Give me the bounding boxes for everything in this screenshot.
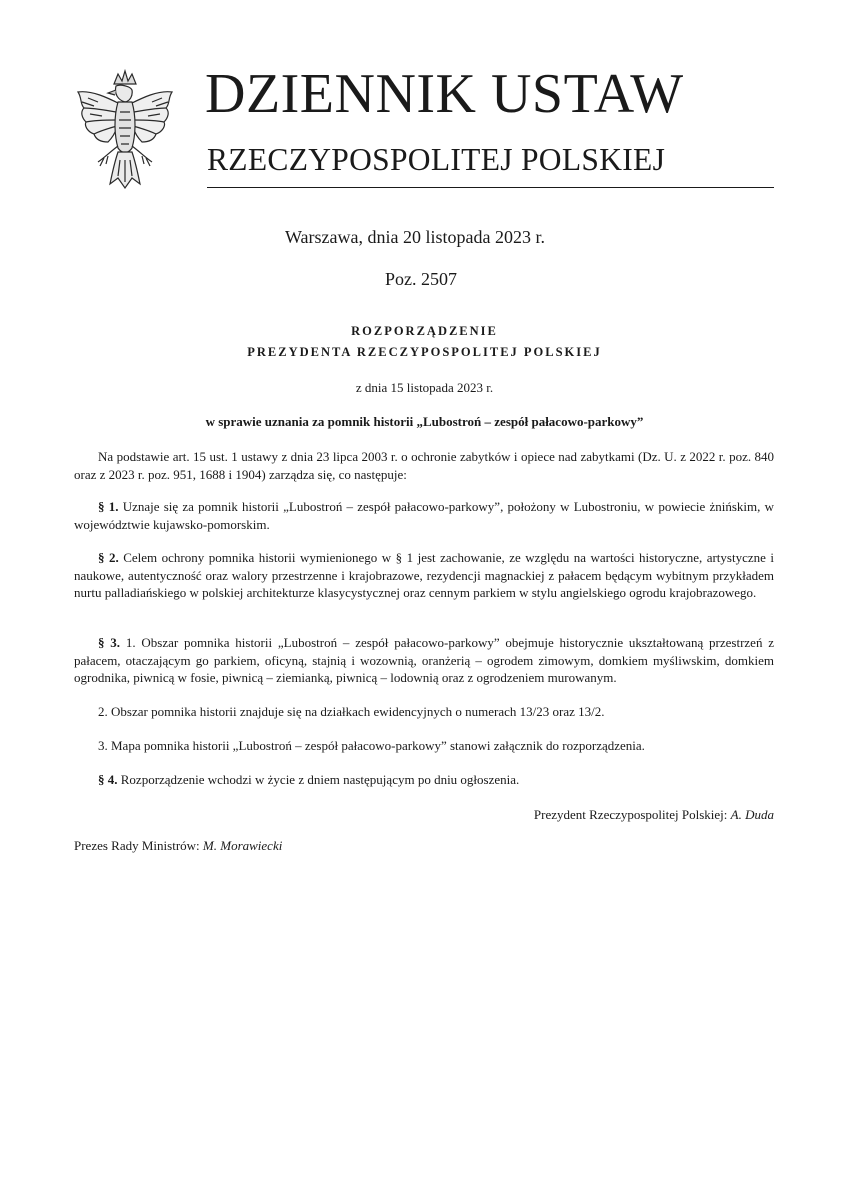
journal-subtitle: RZECZYPOSPOLITEJ POLSKIEJ (207, 142, 666, 177)
act-type: ROZPORZĄDZENIE (351, 324, 498, 338)
act-author: PREZYDENTA RZECZYPOSPOLITEJ POLSKIEJ (247, 345, 602, 359)
section-3-point-1: 1. Obszar pomnika historii „Lubostroń – zespół pałacowo-parkowy” obejmuje historycznie ukształtowaną przestrzeń z pałacem, otaczającym go parkiem, oficyną, stajnią i wozownią, oranżerią – ogrodem zimowym, domkiem myśliwskim, domkiem ogrodnika, piwnicą w fosie, piwnicą – ziemianką, piwnicą – lodownią oraz z ogrodzeniem murowanym. (74, 635, 775, 685)
prime-minister-name: M. Morawiecki (202, 838, 283, 853)
section-1-mark: § 1. (98, 499, 119, 514)
president-label: Prezydent Rzeczypospolitej Polskiej: (533, 807, 728, 822)
section-1-text: Uznaje się za pomnik historii „Lubostroń – zespół pałacowo-parkowy”, położony w Lubostroniu, w powiecie żnińskim, w województwie kujawsko-pomorskim. (74, 499, 775, 532)
section-3-mark: § 3. (98, 635, 121, 650)
act-date: z dnia 15 listopada 2023 r. (355, 380, 494, 395)
president-signature (74, 806, 774, 823)
act-subject: w sprawie uznania za pomnik historii „Lubostroń – zespół pałacowo-parkowy” (205, 414, 644, 429)
section-2-text: Celem ochrony pomnika historii wymienionego w § 1 jest zachowanie, ze względu na wartości historyczne, artystyczne i naukowe, autentyczność oraz walory przestrzenne i krajobrazowe, rezydencji magnackiej z pałacem będącym wybitnym przykładem nurtu palladiańskiego w polskiej architekturze klasycystycznej oraz cennym parkiem w stylu angielskiego ogrodu krajobrazowego. (74, 550, 774, 600)
prime-minister-signature (74, 837, 282, 854)
legal-basis-paragraph: Na podstawie art. 15 ust. 1 ustawy z dnia 23 lipca 2003 r. o ochronie zabytków i opiece nad zabytkami (Dz. U. z 2022 r. poz. 840 oraz z 2023 r. poz. 951, 1688 i 1904) zarządza się, co następuje: (74, 449, 774, 482)
section-4 (74, 771, 774, 789)
polish-eagle-emblem-icon (70, 68, 180, 190)
section-2 (74, 549, 774, 602)
header-divider (207, 187, 774, 188)
prime-minister-label: Prezes Rady Ministrów: (74, 838, 200, 853)
section-1 (74, 498, 774, 533)
section-4-text: Rozporządzenie wchodzi w życie z dniem następującym po dniu ogłoszenia. (120, 772, 520, 787)
section-3-point-2: 2. Obszar pomnika historii znajduje się na działkach ewidencyjnych o numerach 13/23 oraz 13/2. (98, 704, 605, 719)
issue-position: Poz. 2507 (385, 269, 457, 289)
section-3-point-3: 3. Mapa pomnika historii „Lubostroń – zespół pałacowo-parkowy” stanowi załącznik do rozporządzenia. (98, 738, 645, 753)
issue-date: Warszawa, dnia 20 listopada 2023 r. (285, 227, 545, 247)
president-name: A. Duda (730, 807, 774, 822)
section-2-mark: § 2. (98, 550, 119, 565)
journal-title: DZIENNIK USTAW (205, 63, 684, 125)
section-4-mark: § 4. (98, 772, 118, 787)
section-3 (74, 634, 774, 687)
